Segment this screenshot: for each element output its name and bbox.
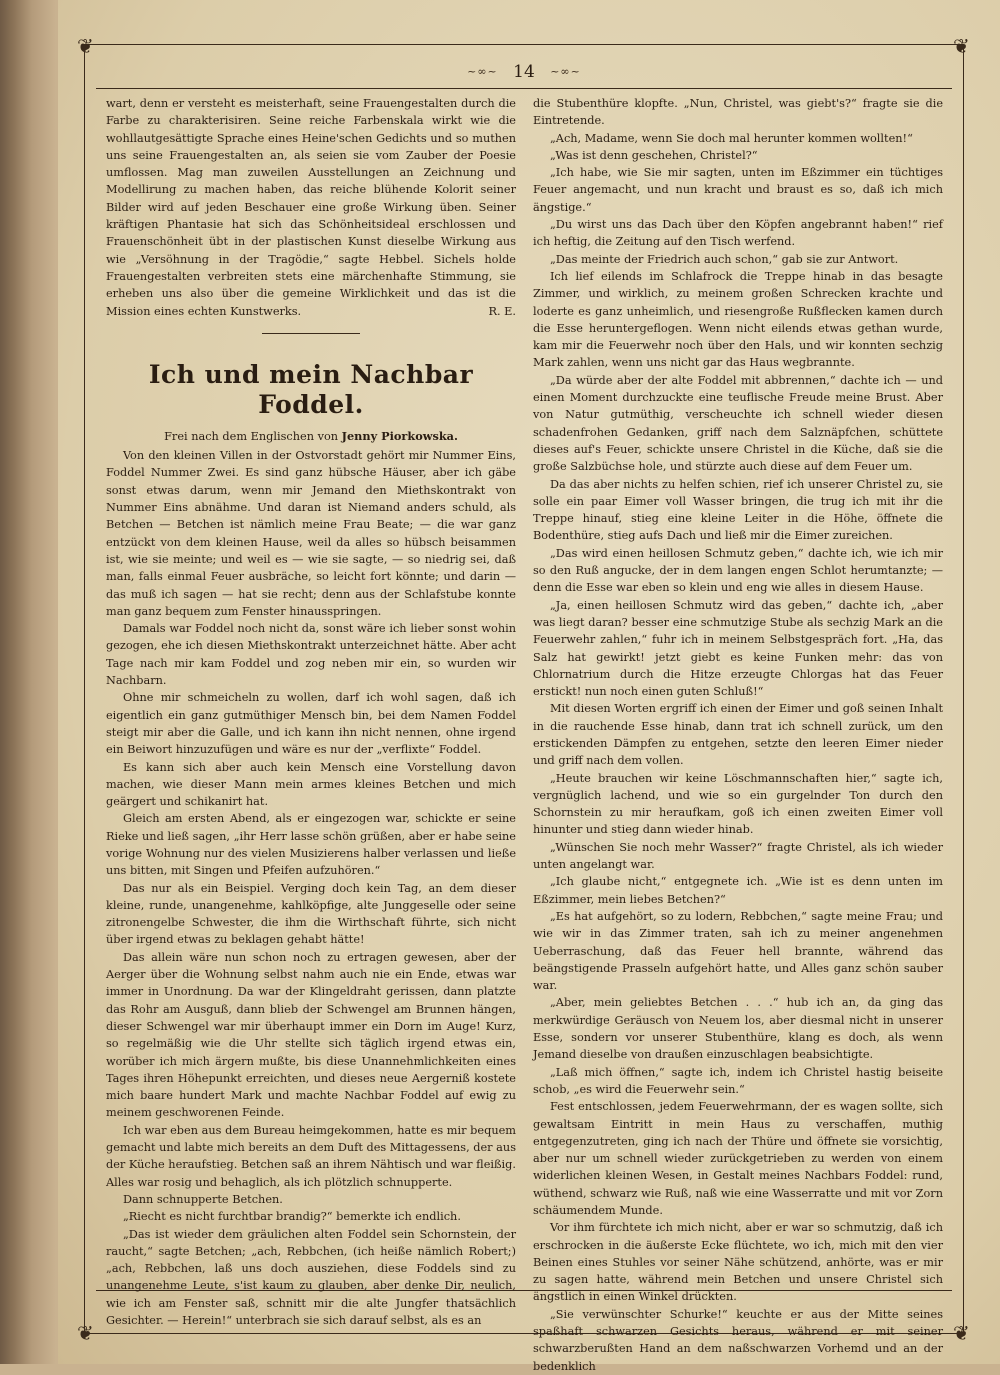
story-paragraph: Damals war Foddel noch nicht da, sonst wäre ich lieber sonst wohin gezogen, ehe ich diesen Miethskontrakt unterzeichnet hätte. Aber acht Tage nach mir kam Foddel und zog neben mir ein, so wurden wir Nachbarn. xyxy=(106,622,516,688)
corner-ornament-icon: ❦ xyxy=(77,1321,94,1345)
story-paragraph: Ohne mir schmeicheln zu wollen, darf ich wohl sagen, daß ich eigentlich ein ganz gutmüthiger Mensch bin, bei dem Namen Foddel steigt mir aber die Galle, und ich kann ihn nicht nennen, ohne irgend ein Beiwort hinzuzufügen und wäre es nur der „verflixte“ Foddel. xyxy=(106,691,516,757)
story-paragraph: „Was ist denn geschehen, Christel?“ xyxy=(549,148,758,162)
story-paragraph: Es kann sich aber auch kein Mensch eine Vorstellung davon machen, wie dieser Mann mein armes kleines Betchen und mich geärgert und schikanirt hat. xyxy=(106,760,516,809)
left-column xyxy=(106,95,516,1329)
story-title: Ich und mein Nachbar Foddel. xyxy=(148,359,474,419)
story-paragraph: die Stubenthüre klopfte. „Nun, Christel, was giebt's?“ fragte sie die Eintretende. xyxy=(533,97,943,128)
right-column xyxy=(533,95,943,1375)
book-spine xyxy=(0,0,56,1364)
story-paragraph: Vor ihm fürchtete ich mich nicht, aber er war so schmutzig, daß ich erschrocken in die äußerste Ecke flüchtete, wo ich, mich mit den vier Beinen eines Stuhles vor seiner Nähe schützend, anhörte, was er mir zu sagen hatte, während mein Betchen und unsere Christel sich ängstlich in einen Winkel drückten. xyxy=(533,1221,943,1304)
story-paragraph: Fest entschlossen, jedem Feuerwehrmann, der es wagen sollte, sich gewaltsam Eintritt in mein Haus zu verschaffen, muthig entgegenzutreten, ging ich nach der Thüre und öffnete sie vorsichtig, aber nur um schnell wieder zurückgetrieben zu werden von einem widerlichen kleinen Wesen, in Gestalt meines Nachbars Foddel: rund, wüthend, schwarz wie Ruß, naß wie eine Wasserratte und mit vor Zorn schäumendem Munde. xyxy=(533,1100,943,1217)
header-ornament-left-icon: ~∞~ xyxy=(467,64,498,78)
page-header xyxy=(84,58,964,84)
story-paragraph: Da das aber nichts zu helfen schien, rief ich unserer Christel zu, sie solle ein paar Eimer voll Wasser bringen, die trug ich mit ihr die Treppe hinauf, stieg eine kleine Leiter in die Höhe, öffnete die Bodenthüre, stieg aufs Dach und ließ mir die Eimer zureichen. xyxy=(533,477,943,543)
page-number: 14 xyxy=(513,61,535,82)
story-paragraph: „Das meinte der Friedrich auch schon,“ gab sie zur Antwort. xyxy=(549,252,899,266)
story-paragraph: „Ach, Madame, wenn Sie doch mal herunter kommen wollten!“ xyxy=(549,131,913,145)
story-paragraph: „Laß mich öffnen,“ sagte ich, indem ich Christel hastig beiseite schob, „es wird die Feuerwehr sein.“ xyxy=(533,1065,943,1096)
story-paragraph: Gleich am ersten Abend, als er eingezogen war, schickte er seine Rieke und ließ sagen, „ihr Herr lasse schön grüßen, aber er habe seine vorige Wohnung nur des vielen Musizierens halber verlassen und ließe uns bitten, mit Singen und Pfeifen aufzuhören.“ xyxy=(106,812,516,878)
story-paragraph: Ich war eben aus dem Bureau heimgekommen, hatte es mir bequem gemacht und labte mich bereits an dem Duft des Mittagessens, der aus der Küche heraufstieg. Betchen saß an ihrem Nähtisch und war fleißig. Alles war rosig und behaglich, als ich plötzlich schnupperte. xyxy=(106,1123,516,1189)
story-paragraph: Dann schnupperte Betchen. xyxy=(122,1192,283,1206)
story-paragraph: „Da würde aber der alte Foddel mit abbrennen,“ dachte ich — und einen Moment durchzuckte eine teuflische Freude meine Brust. Aber von Natur gutmüthig, verscheuchte ich schnell wieder diesen schadenfrohen Gedanken, griff nach dem Salznäpfchen, schüttete dieses auf's Feuer, schickte unsere Christel in die Küche, daß sie die große Salzbüchse hole, und stürzte auch diese auf dem Feuer um. xyxy=(533,373,943,474)
story-paragraph: „Das wird einen heillosen Schmutz geben,“ dachte ich, wie ich mir so den Ruß angucke, der in dem langen engen Schlot herumtanzte; — denn die Esse war eben so klein und eng wie alles in diesem Hause. xyxy=(533,546,943,595)
story-paragraph: „Wünschen Sie noch mehr Wasser?“ fragte Christel, als ich wieder unten angelangt war. xyxy=(533,840,943,872)
story-paragraph: „Es hat aufgehört, so zu lodern, Rebbchen,“ sagte meine Frau; und wie wir in das Zimmer traten, sah ich zu meiner angenehmen Ueberraschung, daß das Feuer hell brannte, während das beängstigende Prasseln aufgehört hatte, und Alles ganz schön sauber war. xyxy=(533,909,943,993)
header-ornament-right-icon: ~∞~ xyxy=(550,64,581,78)
corner-ornament-icon: ❦ xyxy=(953,1321,970,1345)
story-paragraph: Von den kleinen Villen in der Ostvorstadt gehört mir Nummer Eins, Foddel Nummer Zwei. Es sind ganz hübsche Häuser, aber ich gäbe sonst etwas darum, wenn mir Jemand den Miethskontrakt von Nummer Eins abnähme. Und daran ist Niemand anders schuld, als Betchen — Betchen ist nämlich meine Frau Beate; — die war ganz entzückt von dem kleinen Hause, weil da alles so hübsch beisammen ist, wie sie meinte; und weil es — wie sie sagte, — so niedrig sei, daß man, falls einmal Feuer ausbräche, so leicht fort könnte; und darin — das muß ich sagen — hat sie recht; denn aus der Schlafstube konnte man ganz bequem zum Fenster hinausspringen. xyxy=(106,449,516,618)
section-divider xyxy=(262,333,360,334)
author-signature: R. E. xyxy=(488,304,516,318)
story-paragraph: Ich lief eilends im Schlafrock die Treppe hinab in das besagte Zimmer, und wirklich, zu meinem großen Schrecken krachte und loderte es ganz unheimlich, und riesengroße Rußflecken kamen durch die Esse heruntergeflogen. Wenn nicht eilends etwas gethan wurde, kam mir die Feuerwehr noch über den Hals, und wir konnten sechzig Mark zahlen, wenn uns nicht gar das Haus wegbrannte. xyxy=(533,269,943,370)
story-paragraph: „Aber, mein geliebtes Betchen . . .“ hub ich an, da ging das merkwürdige Geräusch von Neuem los, aber diesmal nicht in unserer Esse, sondern vor unserer Stubenthüre, klang es doch, als wenn Jemand dieselbe von draußen einzuschlagen beabsichtigte. xyxy=(533,996,943,1062)
corner-ornament-icon: ❦ xyxy=(77,34,94,58)
story-paragraph: „Du wirst uns das Dach über den Köpfen angebrannt haben!“ rief ich heftig, die Zeitung auf den Tisch werfend. xyxy=(533,218,943,249)
story-paragraph: „Sie verwünschter Schurke!“ keuchte er aus der Mitte seines spaßhaft schwarzen Gesichts heraus, während er mit seiner schwarzberußten Hand an dem naßschwarzen Vorhemd und an der bedenklich xyxy=(533,1307,943,1373)
header-rule xyxy=(96,88,952,89)
translator-name: Jenny Piorkowska. xyxy=(341,428,458,443)
story-paragraph: „Heute brauchen wir keine Löschmannschaften hier,“ sagte ich, vergnüglich lachend, und wie so ein gurgelnder Ton durch den Schornstein zu mir heraufkam, goß ich einen zweiten Eimer voll hinunter und stieg dann wieder hinab. xyxy=(533,771,943,837)
story-paragraph: „Riecht es nicht furchtbar brandig?“ bemerkte ich endlich. xyxy=(122,1210,461,1224)
corner-ornament-icon: ❦ xyxy=(953,34,970,58)
story-paragraph: „Ich glaube nicht,“ entgegnete ich. „Wie ist es denn unten im Eßzimmer, mein liebes Betchen?“ xyxy=(533,875,943,906)
article-ending-paragraph: wart, denn er versteht es meisterhaft, seine Frauengestalten durch die Farbe zu charakterisiren. Seine reiche Farbenskala wirkt wie die wohllautgesättigte Sprache eines Heine'schen Gedichts und so muthen uns seine Frauengestalten an, als seien sie vom Zauber der Poesie umflossen. Mag man zuweilen Ausstellungen an Zeichnung und Modellirung zu machen haben, das reiche blühende Kolorit seiner Bilder wird auf jeden Beschauer eine große Wirkung üben. Seiner kräftigen Phantasie hat sich das Schönheitsideal erschlossen und Frauenschönheit übt in der plastischen Kunst dieselbe Wirkung aus wie „Versöhnung in der Tragödie,“ sagte Hebbel. Sichels holde Frauengestalten verbreiten stets eine märchenhafte Stimmung, sie erheben uns also über die gemeine Wirklichkeit und das ist die Mission eines echten Kunstwerks. xyxy=(106,97,516,318)
story-paragraph: „Das ist wieder dem gräulichen alten Foddel sein Schornstein, der raucht,“ sagte Betchen; „ach, Rebbchen, (ich heiße nämlich Robert;) „ach, Rebbchen, laß uns doch ausziehen, diese Foddels sind zu unangenehme Leute, s'ist kaum zu glauben, aber denke Dir, neulich, wie ich am Fenster saß, schnitt mir die alte Jungfer thatsächlich Gesichter. — Herein!“ unterbrach sie sich darauf selbst, als es an xyxy=(106,1227,516,1327)
story-paragraph: „Ich habe, wie Sie mir sagten, unten im Eßzimmer ein tüchtiges Feuer angemacht, und nun kracht und braust es so, daß ich mich ängstige.“ xyxy=(533,166,943,214)
story-paragraph: Das nur als ein Beispiel. Verging doch kein Tag, an dem dieser kleine, runde, unangenehme, kahlköpfige, alte Junggeselle oder seine zitronengelbe Schwester, die ihm die Wirthschaft führte, sich nicht über irgend etwas zu beklagen gehabt hätte! xyxy=(106,881,516,947)
subtitle-prefix: Frei nach dem Englischen von xyxy=(164,429,339,443)
story-paragraph: Mit diesen Worten ergriff ich einen der Eimer und goß seinen Inhalt in die rauchende Esse hinab, dann trat ich schnell zurück, um den erstickenden Dämpfen zu entgehen, setzte den leeren Eimer nieder und griff nach dem vollen. xyxy=(533,702,943,768)
story-subtitle xyxy=(106,428,516,445)
story-paragraph: Das allein wäre nun schon noch zu ertragen gewesen, aber der Aerger über die Wohnung selbst nahm auch nie ein Ende, etwas war immer in Unordnung. Da war der Klingeldraht gerissen, dann platzte das Rohr am Ausguß, dann blieb der Schwengel am Brunnen hängen, dieser Schwengel war mir überhaupt immer ein Dorn im Auge! Kurz, so regelmäßig wie die Uhr stellte sich täglich irgend etwas ein, worüber ich mich ärgern mußte, bis diese Unannehmlichkeiten eines Tages ihren Höhepunkt erreichten, und dieses neue Aergerniß kostete mich baare hundert Mark und machte Nachbar Foddel auf ewig zu meinem geschworenen Feinde. xyxy=(106,950,516,1120)
story-paragraph: „Ja, einen heillosen Schmutz wird das geben,“ dachte ich, „aber was liegt daran? besser eine schmutzige Stube als sechzig Mark an die Feuerwehr zahlen,“ fuhr ich in meinem Selbstgespräch fort. „Ha, das Salz hat gewirkt! jetzt giebt es keine Funken mehr: das von Chlornatrium durch die Hitze erzeugte Chlorgas hat das Feuer erstickt! nun noch einen guten Schluß!“ xyxy=(533,598,943,699)
